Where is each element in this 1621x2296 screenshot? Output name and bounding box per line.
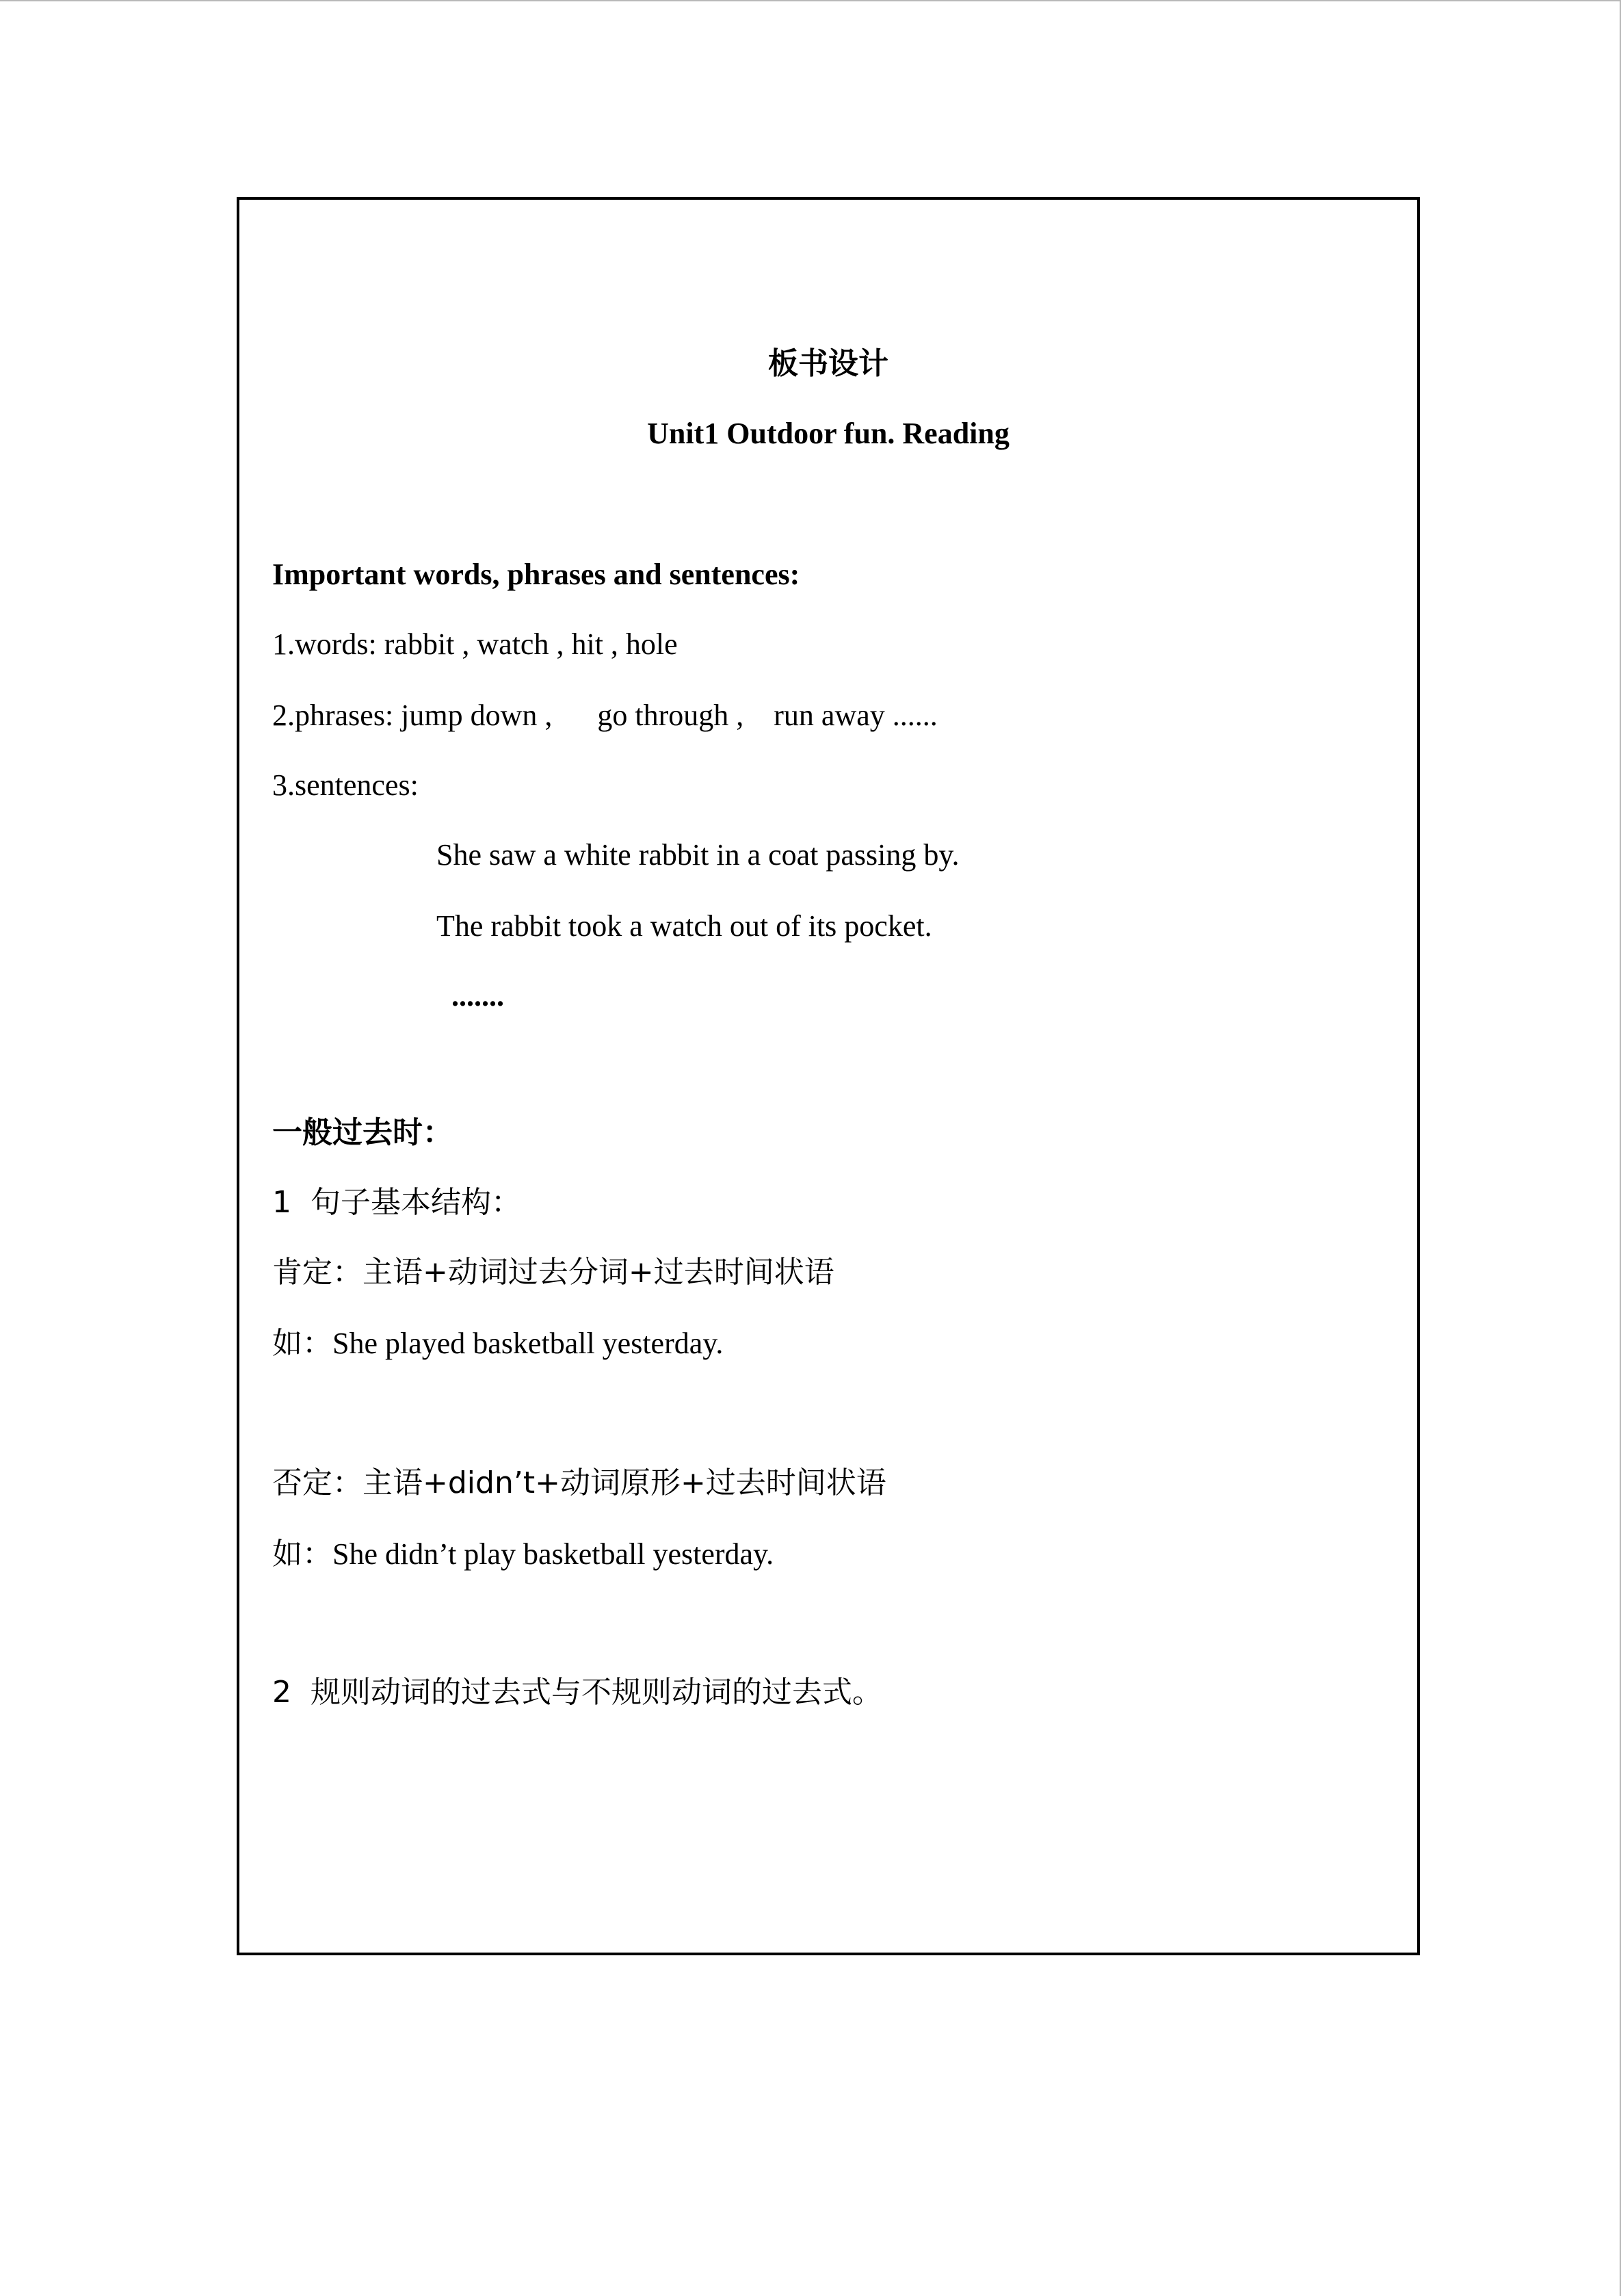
sentence-item: She saw a white rabbit in a coat passing by.: [436, 838, 960, 872]
affirmative-rule: 主语+动词过去分词+过去时间状语: [363, 1255, 834, 1290]
negative-rule: 主语+didn’t+动词原形+过去时间状语: [363, 1465, 886, 1500]
negative-rule-line: [272, 1463, 886, 1504]
words-line: 1.words: rabbit , watch , hit , hole: [272, 627, 678, 661]
affirmative-rule-line: [272, 1252, 834, 1293]
board-design-frame: [237, 197, 1420, 1955]
unit-title: Unit1 Outdoor fun. Reading: [647, 417, 1010, 450]
affirmative-example-label: 如：: [272, 1326, 332, 1361]
structure-label: 1 句子基本结构：: [272, 1185, 521, 1220]
negative-example: She didn’t play basketball yesterday.: [332, 1537, 774, 1571]
negative-label: 否定：: [272, 1465, 363, 1500]
negative-example-line: [272, 1534, 774, 1575]
page-top-rule: [0, 0, 1621, 1]
board-heading: 板书设计: [768, 346, 888, 381]
sentence-ellipsis: .......: [451, 979, 504, 1013]
grammar-heading: 一般过去时：: [272, 1115, 453, 1150]
sentence-item: The rabbit took a watch out of its pocket.: [436, 909, 932, 943]
negative-example-label: 如：: [272, 1537, 332, 1571]
affirmative-example: She played basketball yesterday.: [332, 1327, 724, 1360]
affirmative-label: 肯定：: [272, 1255, 363, 1290]
verbs-note: 2 规则动词的过去式与不规则动词的过去式。: [272, 1675, 882, 1710]
affirmative-example-line: [272, 1323, 723, 1364]
sentences-label: 3.sentences:: [272, 768, 419, 802]
phrases-line: 2.phrases: jump down , go through , run away ......: [272, 699, 938, 732]
important-label: Important words, phrases and sentences:: [272, 558, 800, 591]
